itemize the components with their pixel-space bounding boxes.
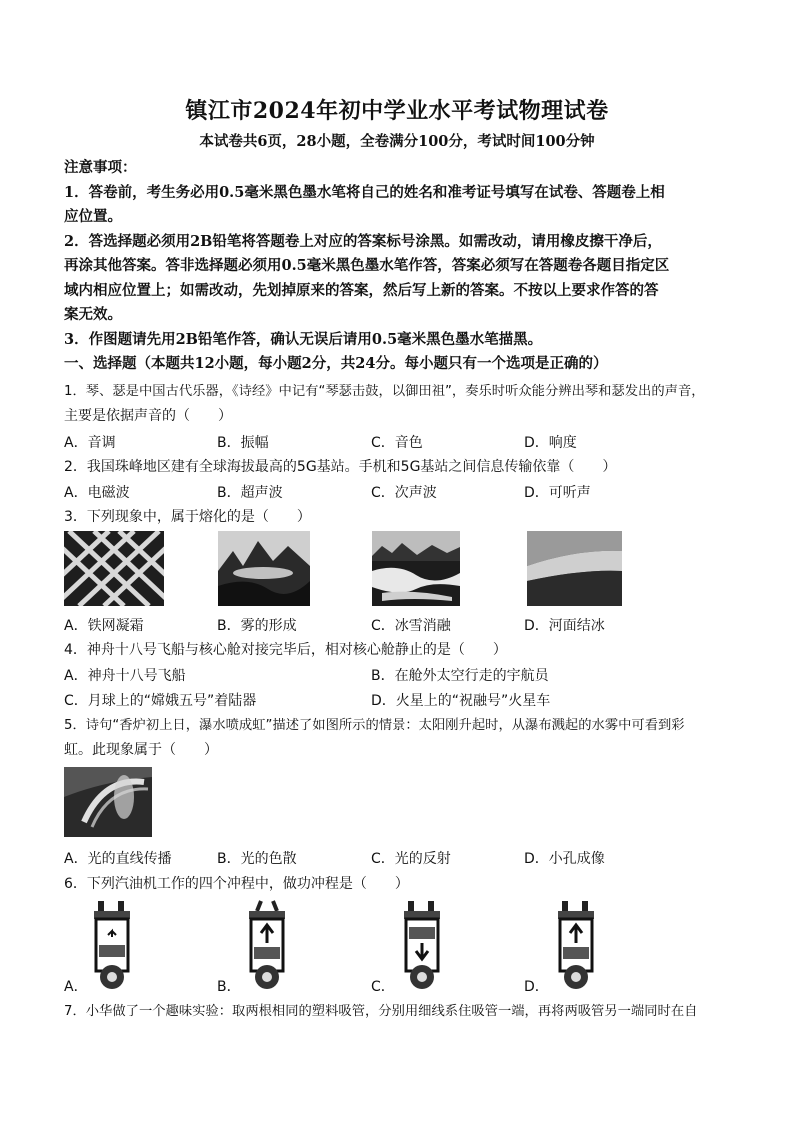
melting-snow-image	[372, 531, 460, 606]
q1-option-b[interactable]: B．振幅	[217, 435, 269, 451]
q4-option-c[interactable]: C．月球上的“嫦娥五号”着陆器	[64, 693, 257, 709]
question-4-options-row-1	[64, 665, 744, 685]
question-5-line-1: 5．诗句“香炉初上日，瀑水喷成虹”描述了如图所示的情景：太阳刚升起时，从瀑布溅起的水雾中可看到彩	[64, 718, 685, 733]
engine-stroke-d-diagram	[552, 897, 600, 993]
question-1-line-1: 1．琴、瑟是中国古代乐器，《诗经》中记有“琴瑟击鼓，以御田祖”，奏乐时听众能分辨出琴和瑟发出的声音，	[64, 384, 705, 399]
q5-option-d[interactable]: D．小孔成像	[524, 851, 605, 867]
frozen-river-image	[527, 531, 622, 606]
question-1	[64, 380, 744, 428]
question-4-options-row-2	[64, 690, 744, 710]
q1-option-a[interactable]: A．音调	[64, 435, 116, 451]
q4-option-b[interactable]: B．在舱外太空行走的宇航员	[371, 668, 549, 684]
notes-block	[64, 156, 744, 377]
note-2-line-2: 再涂其他答案。答非选择题必须用0.5毫米黑色墨水笔作答，答案必须写在答题卷各题目指定区	[64, 257, 670, 274]
question-7: 7．小华做了一个趣味实验：取两根相同的塑料吸管，分别用细线系住吸管一端，再将两吸管另一端同时在自	[64, 1004, 698, 1019]
q3-option-b[interactable]: B．雾的形成	[217, 618, 297, 634]
notes-heading: 注意事项：	[64, 159, 137, 176]
q2-option-b[interactable]: B．超声波	[217, 485, 283, 501]
q3-option-d[interactable]: D．河面结冰	[524, 618, 605, 634]
page-subtitle: 本试卷共6页，28小题，全卷满分100分，考试时间100分钟	[199, 133, 595, 150]
note-2-line-4: 案无效。	[64, 306, 122, 323]
question-5	[64, 714, 744, 762]
section-heading: 一、选择题（本题共12小题，每小题2分，共24分。每小题只有一个选项是正确的）	[64, 355, 608, 372]
q5-option-c[interactable]: C．光的反射	[371, 851, 451, 867]
note-3: 3．作图题请先用2B铅笔作答，确认无误后请用0.5毫米黑色墨水笔描黑。	[64, 330, 543, 348]
fog-forming-image	[218, 531, 310, 606]
q1-option-d[interactable]: D．响度	[524, 435, 577, 451]
engine-stroke-c-diagram	[398, 897, 446, 993]
q5-option-a[interactable]: A．光的直线传播	[64, 851, 172, 867]
q5-option-b[interactable]: B．光的色散	[217, 851, 297, 867]
note-1-line-1: 1．答卷前，考生务必用0.5毫米黑色墨水笔将自己的姓名和准考证号填写在试卷、答题卷上相	[64, 183, 665, 201]
q6-option-d[interactable]: D．	[524, 979, 549, 995]
engine-stroke-a-diagram	[88, 897, 136, 993]
q2-option-a[interactable]: A．电磁波	[64, 485, 130, 501]
frost-on-wire-mesh-image	[64, 531, 164, 606]
q4-option-d[interactable]: D．火星上的“祝融号”火星车	[371, 693, 551, 709]
waterfall-rainbow-image	[64, 767, 152, 837]
q6-option-b[interactable]: B．	[217, 979, 241, 995]
question-2: 2．我国珠峰地区建有全球海拔最高的5G基站。手机和5G基站之间信息传输依靠（ ）	[64, 459, 617, 475]
note-2-line-3: 域内相应位置上；如需改动，先划掉原来的答案，然后写上新的答案。不按以上要求作答的答	[64, 281, 659, 299]
question-6: 6．下列汽油机工作的四个冲程中，做功冲程是（ ）	[64, 876, 409, 892]
note-2-line-1: 2．答选择题必须用2B铅笔将答题卷上对应的答案标号涂黑。如需改动，请用橡皮擦干净后，	[64, 232, 662, 250]
q3-option-c[interactable]: C．冰雪消融	[371, 618, 451, 634]
question-4: 4．神舟十八号飞船与核心舱对接完毕后，相对核心舱静止的是（ ）	[64, 642, 507, 658]
question-1-line-2: 主要是依据声音的（ ）	[64, 408, 232, 424]
q1-option-c[interactable]: C．音色	[371, 435, 423, 451]
q6-option-a[interactable]: A．	[64, 979, 88, 995]
engine-stroke-b-diagram	[243, 897, 291, 993]
question-5-line-2: 虹。此现象属于（ ）	[64, 742, 218, 758]
q2-option-c[interactable]: C．次声波	[371, 485, 437, 501]
q2-option-d[interactable]: D．可听声	[524, 485, 591, 501]
q3-option-a[interactable]: A．铁网凝霜	[64, 618, 144, 634]
note-1-line-2: 应位置。	[64, 208, 122, 225]
question-3: 3．下列现象中，属于熔化的是（ ）	[64, 509, 311, 525]
q6-option-c[interactable]: C．	[371, 979, 395, 995]
q4-option-a[interactable]: A．神舟十八号飞船	[64, 668, 186, 684]
page-title: 镇江市2024年初中学业水平考试物理试卷	[185, 98, 609, 124]
